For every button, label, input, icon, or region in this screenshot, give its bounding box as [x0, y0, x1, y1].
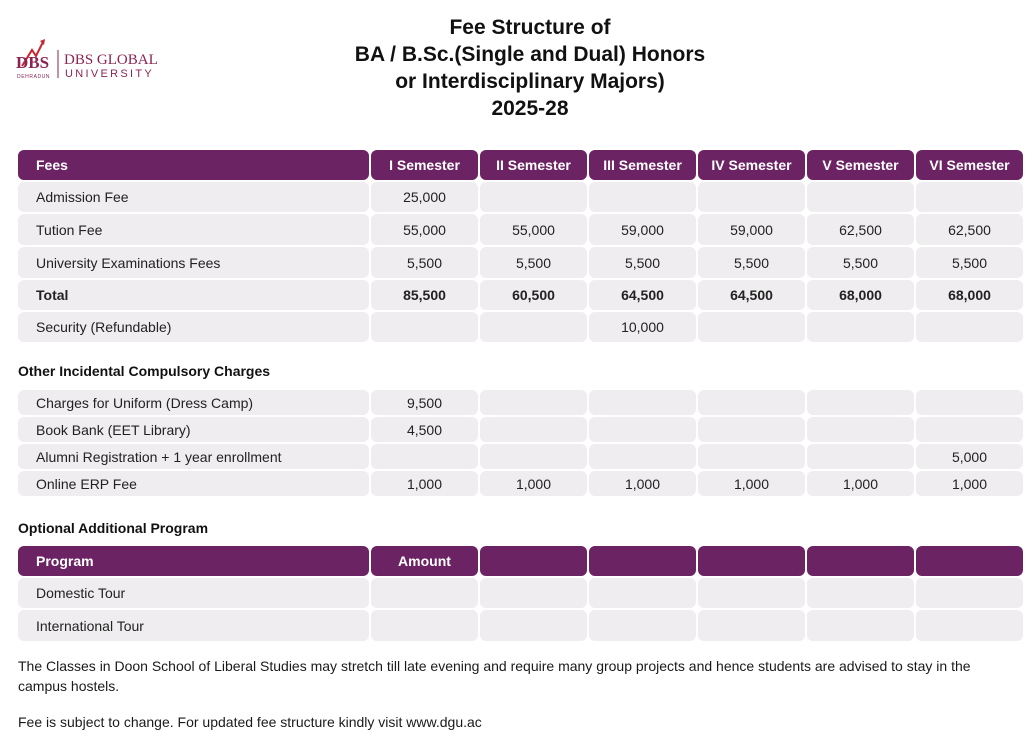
table-cell: [698, 417, 805, 442]
table-row: [18, 578, 1023, 608]
table-row: [18, 390, 1023, 415]
table-cell: 68,000: [916, 280, 1023, 310]
table-cell: 59,000: [698, 214, 805, 245]
table-cell: [480, 390, 587, 415]
header-cell-empty: [807, 546, 914, 576]
table-cell: [371, 444, 478, 469]
note-fee-change: Fee is subject to change. For updated fee structure kindly visit www.dgu.ac: [18, 714, 482, 730]
table-cell: [480, 417, 587, 442]
table-cell: [371, 610, 478, 641]
table-cell: 1,000: [589, 471, 696, 496]
dbs-logo-icon: [16, 36, 166, 82]
table-cell: [698, 182, 805, 212]
logo-mark-text: DBS: [16, 53, 50, 72]
table-cell: [807, 578, 914, 608]
optional-table-header: [18, 546, 1023, 576]
table-cell: 1,000: [480, 471, 587, 496]
header-cell-empty: [480, 546, 587, 576]
table-cell: 55,000: [480, 214, 587, 245]
row-label: Book Bank (EET Library): [18, 417, 369, 442]
table-cell: 68,000: [807, 280, 914, 310]
header-cell-sem4: IV Semester: [698, 150, 805, 180]
table-cell: 1,000: [371, 471, 478, 496]
table-row: [18, 417, 1023, 442]
table-cell: [371, 578, 478, 608]
table-cell: [480, 578, 587, 608]
header-cell-sem1: I Semester: [371, 150, 478, 180]
row-label: Online ERP Fee: [18, 471, 369, 496]
logo-line1: DBS GLOBAL: [64, 52, 158, 68]
table-cell: 1,000: [807, 471, 914, 496]
incidental-table: [18, 390, 1023, 498]
table-cell: [807, 312, 914, 342]
header-cell-empty: [916, 546, 1023, 576]
table-cell: 5,500: [480, 247, 587, 278]
table-cell: 5,500: [589, 247, 696, 278]
table-cell: [698, 578, 805, 608]
table-cell: [589, 444, 696, 469]
table-row: [18, 610, 1023, 641]
table-cell: [698, 312, 805, 342]
table-cell: 5,500: [916, 247, 1023, 278]
row-label: Charges for Uniform (Dress Camp): [18, 390, 369, 415]
header-cell-sem6: VI Semester: [916, 150, 1023, 180]
table-cell: 1,000: [698, 471, 805, 496]
page-title: [300, 14, 760, 122]
fees-table-header: [18, 150, 1023, 180]
fees-table: [18, 150, 1023, 344]
table-cell: [480, 610, 587, 641]
table-cell: [480, 312, 587, 342]
optional-heading: Optional Additional Program: [18, 520, 209, 536]
table-row: [18, 312, 1023, 342]
table-cell: 5,500: [698, 247, 805, 278]
row-label: Total: [18, 280, 369, 310]
table-cell: [807, 610, 914, 641]
table-cell: 55,000: [371, 214, 478, 245]
table-cell: [589, 417, 696, 442]
table-cell: [807, 182, 914, 212]
table-cell: [698, 610, 805, 641]
header-cell-fees: Fees: [18, 150, 369, 180]
table-cell: 64,500: [698, 280, 805, 310]
table-cell: [916, 182, 1023, 212]
table-cell: [589, 610, 696, 641]
table-cell: 62,500: [916, 214, 1023, 245]
header-cell-program: Program: [18, 546, 369, 576]
table-cell: [807, 390, 914, 415]
title-line1: Fee Structure of: [449, 16, 611, 39]
table-row: [18, 182, 1023, 212]
table-cell: [807, 417, 914, 442]
optional-table: [18, 546, 1023, 643]
row-label: Security (Refundable): [18, 312, 369, 342]
table-cell: [916, 312, 1023, 342]
table-cell: 5,500: [371, 247, 478, 278]
logo-line2: UNIVERSITY: [65, 68, 155, 80]
row-label: University Examinations Fees: [18, 247, 369, 278]
logo-mark-subtext: DEHRADUN: [17, 74, 51, 80]
header-cell-empty: [589, 546, 696, 576]
table-cell: [589, 182, 696, 212]
table-cell: 64,500: [589, 280, 696, 310]
table-cell: [916, 417, 1023, 442]
table-cell: [916, 610, 1023, 641]
table-row: [18, 471, 1023, 496]
table-cell: 1,000: [916, 471, 1023, 496]
table-row: [18, 214, 1023, 245]
table-cell: [589, 578, 696, 608]
table-cell: 60,500: [480, 280, 587, 310]
table-cell: [480, 444, 587, 469]
header-cell-amount: Amount: [371, 546, 478, 576]
table-cell: [480, 182, 587, 212]
table-cell: 10,000: [589, 312, 696, 342]
note-classes: The Classes in Doon School of Liberal Studies may stretch till late evening and require many group projects and hence students are advised to stay in the campus hostels.: [18, 658, 971, 694]
table-cell: [698, 390, 805, 415]
table-cell: 59,000: [589, 214, 696, 245]
header-cell-sem2: II Semester: [480, 150, 587, 180]
row-label: Admission Fee: [18, 182, 369, 212]
header-cell-sem5: V Semester: [807, 150, 914, 180]
table-cell: 25,000: [371, 182, 478, 212]
title-line2: BA / B.Sc.(Single and Dual) Honors: [354, 43, 706, 66]
table-cell: [589, 390, 696, 415]
header-cell-sem3: III Semester: [589, 150, 696, 180]
table-cell: 5,000: [916, 444, 1023, 469]
table-cell: 5,500: [807, 247, 914, 278]
table-row: [18, 247, 1023, 278]
incidental-heading: Other Incidental Compulsory Charges: [18, 363, 271, 379]
total-row: [18, 280, 1023, 310]
header-cell-empty: [698, 546, 805, 576]
title-line3: or Interdisciplinary Majors): [395, 70, 665, 93]
table-cell: [916, 578, 1023, 608]
table-cell: [916, 390, 1023, 415]
table-cell: 62,500: [807, 214, 914, 245]
table-cell: 85,500: [371, 280, 478, 310]
university-logo: [16, 36, 166, 82]
title-line4: 2025-28: [491, 97, 569, 120]
table-cell: [807, 444, 914, 469]
row-label: International Tour: [18, 610, 369, 641]
row-label: Domestic Tour: [18, 578, 369, 608]
table-cell: [371, 312, 478, 342]
row-label: Tution Fee: [18, 214, 369, 245]
table-cell: 4,500: [371, 417, 478, 442]
table-row: [18, 444, 1023, 469]
row-label: Alumni Registration + 1 year enrollment: [18, 444, 369, 469]
table-cell: [698, 444, 805, 469]
table-cell: 9,500: [371, 390, 478, 415]
